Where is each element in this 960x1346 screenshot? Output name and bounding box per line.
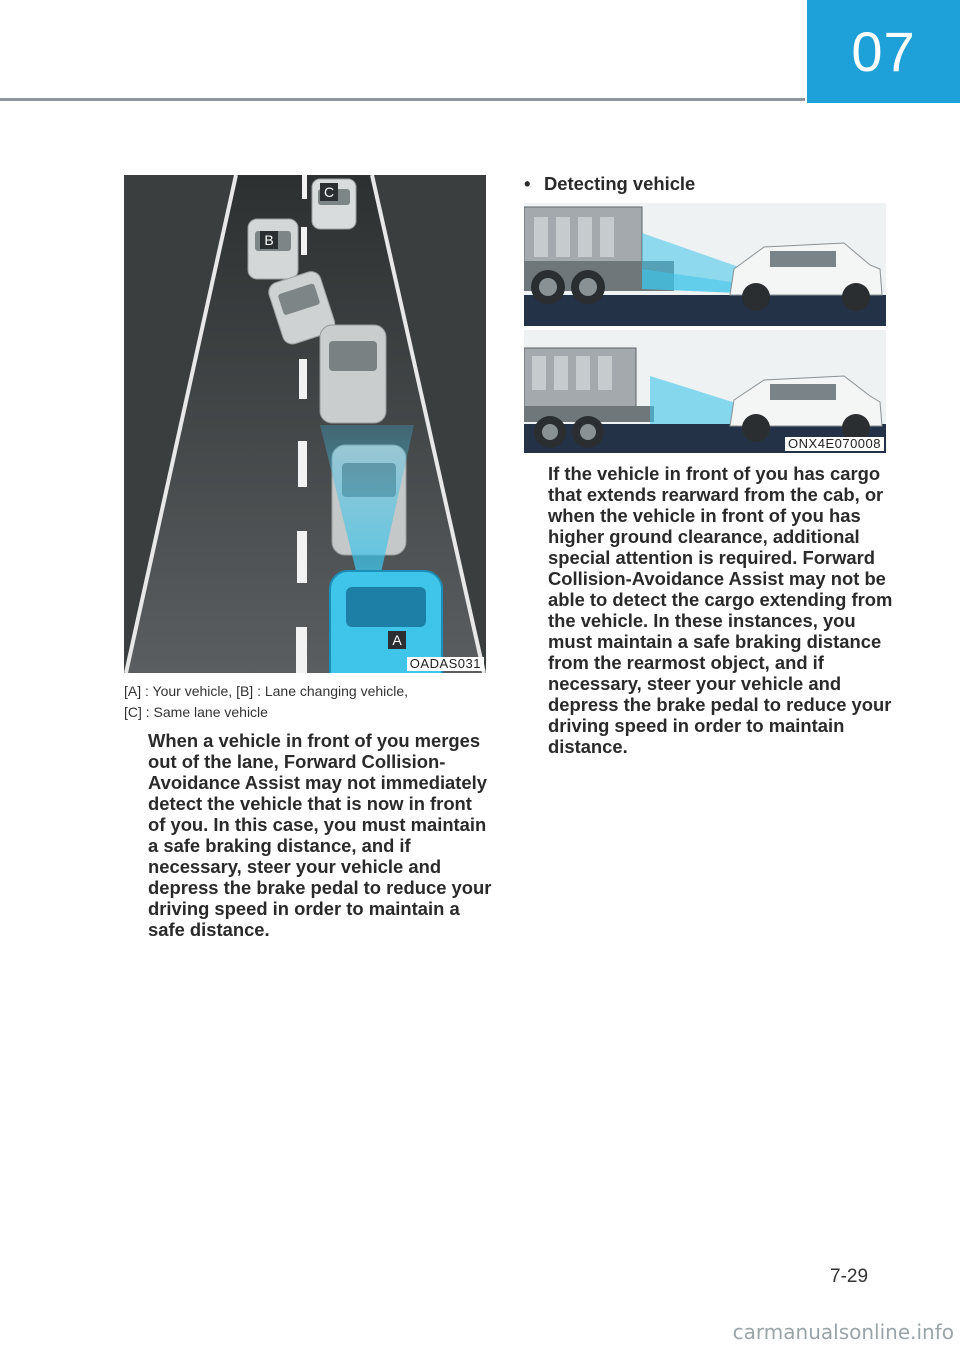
page-number: 7-29 <box>830 1266 869 1287</box>
heading-text: Detecting vehicle <box>544 173 696 194</box>
watermark-link[interactable]: carmanualsonline.info <box>732 1320 954 1344</box>
svg-text:B: B <box>264 232 274 248</box>
lane-change-illustration <box>124 175 486 673</box>
truck-scene-top <box>524 203 886 326</box>
figure-code-right: ONX4E070008 <box>785 437 884 451</box>
label-c <box>320 183 338 201</box>
truck-illustration-bottom <box>524 330 886 453</box>
caption-line-2: [C] : Same lane vehicle <box>124 704 268 720</box>
road-scene <box>124 175 486 673</box>
body-text-left: When a vehicle in front of you merges out of the lane, Forward Collision-Avoidance Assist may not immediately detect the vehicle that is now in front of you. In this case, you must maintain a safe braking distance, and if necessary, steer your vehicle and depress the brake pedal to reduce your driving speed in order to maintain a safe distance. <box>148 730 492 940</box>
label-a <box>388 631 406 649</box>
label-b <box>260 231 278 249</box>
figure-code: OADAS031 <box>407 657 484 671</box>
truck-scene-bottom <box>524 330 886 453</box>
header-rule <box>0 98 805 101</box>
bullet-icon: • <box>524 173 531 194</box>
figure-caption <box>124 681 504 723</box>
svg-text:A: A <box>392 632 402 648</box>
truck-illustration-top <box>524 203 886 326</box>
caption-line-1: [A] : Your vehicle, [B] : Lane changing vehicle, <box>124 683 409 699</box>
svg-text:C: C <box>323 184 335 200</box>
body-text-right: If the vehicle in front of you has cargo that extends rearward from the cab, or when the vehicle in front of you has higher ground clearance, additional special attention is required. Forward Collision-Avoidance Assist may not be able to detect the cargo extending from the vehicle. In these instances, you must maintain a safe braking distance from the rearmost object, and if necessary, steer your vehicle and depress the brake pedal to reduce your driving speed in order to maintain distance. <box>548 463 893 757</box>
section-heading <box>524 173 695 195</box>
vehicle-ahead-1 <box>320 325 386 423</box>
chapter-tab: 07 <box>807 0 960 103</box>
